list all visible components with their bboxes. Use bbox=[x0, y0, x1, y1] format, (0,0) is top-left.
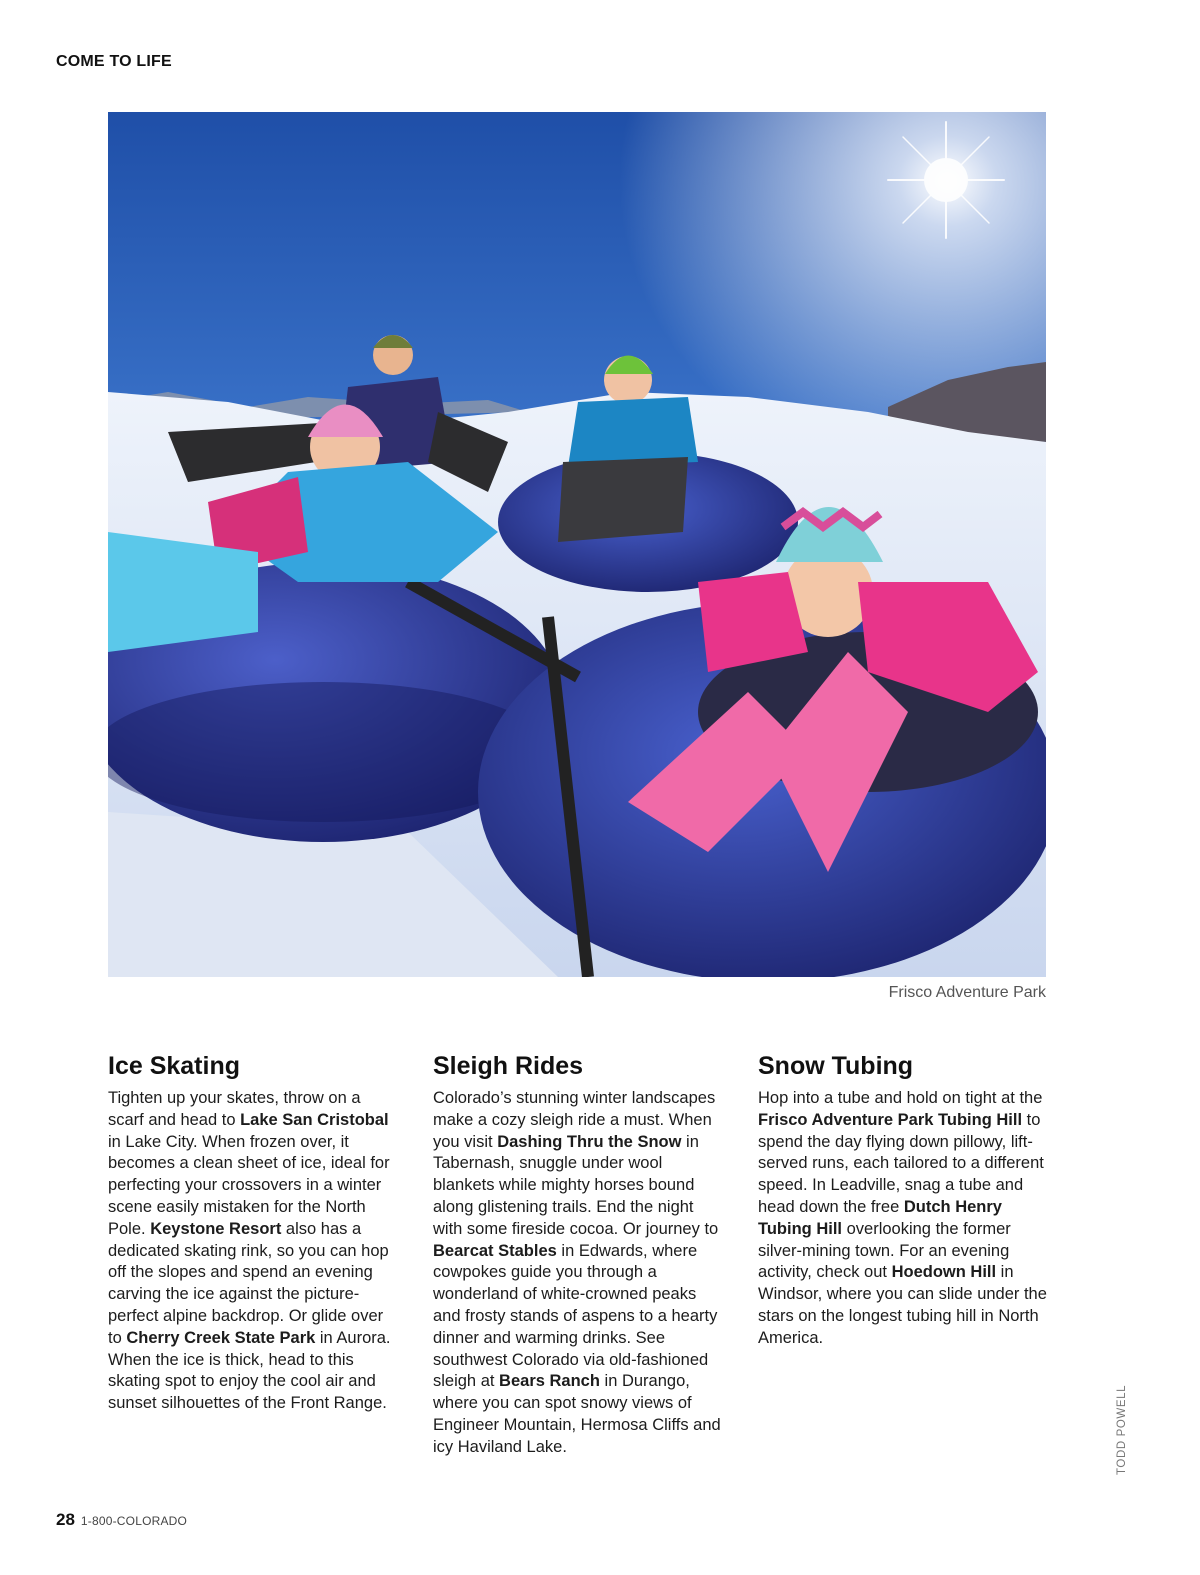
page-footer bbox=[56, 1510, 187, 1530]
venue-name: Bearcat Stables bbox=[433, 1241, 557, 1260]
venue-name: Keystone Resort bbox=[150, 1219, 282, 1238]
body-text: Tighten up your skates, throw on a scarf and head to bbox=[108, 1089, 361, 1129]
article-column-sleigh-rides bbox=[433, 1050, 725, 1459]
body-text: to spend the day flying down pillowy, lift-served runs, each tailored to a different speed. In Leadville, snag a tube and head down the free bbox=[758, 1110, 1044, 1216]
body-ice-skating bbox=[108, 1088, 400, 1415]
body-text: Hop into a tube and hold on tight at the bbox=[758, 1089, 1043, 1107]
page-number: 28 bbox=[56, 1510, 75, 1529]
body-text: in Windsor, where you can slide under the stars on the longest tubing hill in North America. bbox=[758, 1263, 1047, 1347]
photo-credit: TODD POWELL bbox=[1116, 1384, 1128, 1475]
body-text: Colorado’s stunning winter landscapes make a cozy sleigh ride a must. When you visit bbox=[433, 1089, 716, 1151]
venue-name: Cherry Creek State Park bbox=[126, 1328, 316, 1347]
heading-sleigh-rides: Sleigh Rides bbox=[433, 1052, 584, 1080]
venue-name: Dutch Henry Tubing Hill bbox=[758, 1197, 1002, 1238]
heading-ice-skating: Ice Skating bbox=[108, 1052, 240, 1080]
article-column-snow-tubing bbox=[758, 1050, 1050, 1350]
phone-number: 1-800-COLORADO bbox=[80, 1514, 188, 1528]
body-text: in Edwards, where cowpokes guide you through a wonderland of white-crowned peaks and frosty stands of aspens to a hearty dinner and warming drinks. See southwest Colorado via old-fashioned sleigh at bbox=[433, 1241, 718, 1391]
venue-name: Dashing Thru the Snow bbox=[497, 1132, 682, 1151]
body-text: also has a dedicated skating rink, so you can hop off the slopes and spend an evening carving the ice against the picture-perfect alpine backdrop. Or glide over to bbox=[108, 1219, 389, 1347]
body-snow-tubing bbox=[758, 1088, 1050, 1350]
article-column-ice-skating bbox=[108, 1050, 400, 1415]
body-text: in Aurora. When the ice is thick, head to this skating spot to enjoy the cool air and sunset silhouettes of the Front Range. bbox=[108, 1328, 391, 1413]
body-text: in Lake City. When frozen over, it becomes a clean sheet of ice, ideal for perfecting your crossovers in a winter scene easily mistaken for the North Pole. bbox=[108, 1132, 390, 1238]
sun-icon bbox=[888, 122, 1004, 238]
venue-name: Frisco Adventure Park Tubing Hill bbox=[758, 1110, 1023, 1129]
body-text: in Tabernash, snuggle under wool blankets while mighty horses bound along glistening trails. End the night with some fireside cocoa. Or journey to bbox=[433, 1132, 719, 1238]
section-label: COME TO LIFE bbox=[56, 53, 172, 70]
body-text: overlooking the former silver-mining town. For an evening activity, check out bbox=[758, 1219, 1011, 1282]
body-text: in Durango, where you can spot snowy views of Engineer Mountain, Hermosa Cliffs and icy Haviland Lake. bbox=[433, 1372, 721, 1456]
venue-name: Hoedown Hill bbox=[891, 1263, 997, 1282]
venue-name: Bears Ranch bbox=[499, 1372, 600, 1391]
venue-name: Lake San Cristobal bbox=[240, 1110, 389, 1129]
photo-caption: Frisco Adventure Park bbox=[888, 984, 1046, 1001]
heading-snow-tubing: Snow Tubing bbox=[758, 1052, 914, 1080]
snow-tubing-photo bbox=[108, 112, 1046, 977]
body-sleigh-rides bbox=[433, 1088, 725, 1459]
